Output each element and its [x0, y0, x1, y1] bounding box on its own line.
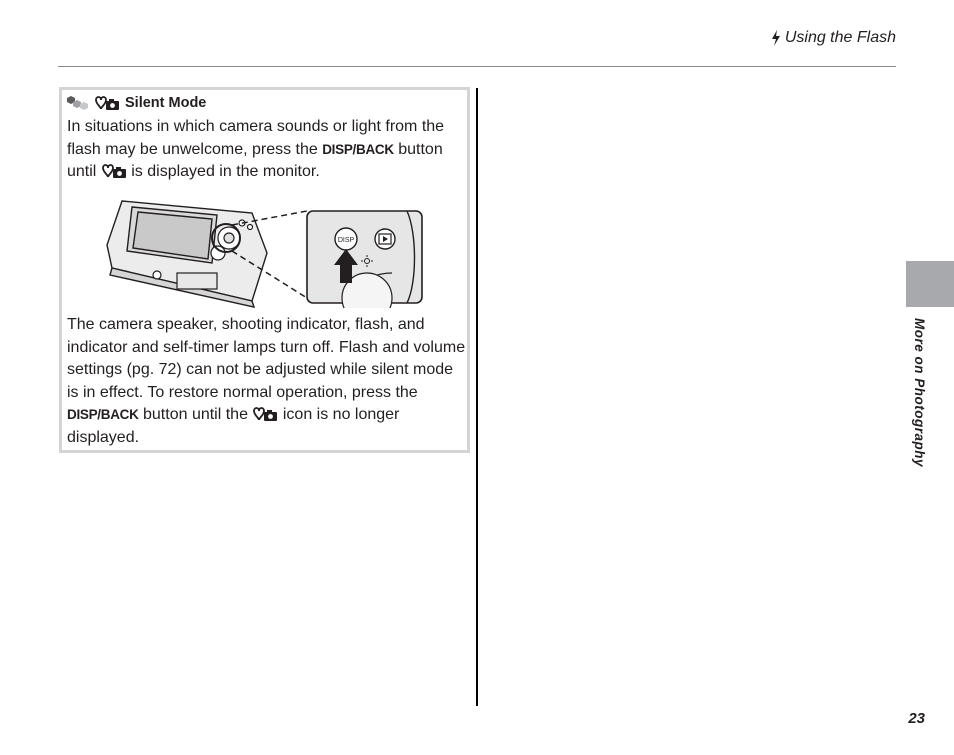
header-rule: [58, 66, 896, 67]
disp-button-label: DISP: [337, 237, 355, 244]
p2-text-a: The camera speaker, shooting indicator, flash, and indicator and self-timer lamps turn off. Flash and volume settings (pg. 72) can not be adjusted while silent mode is in effect. To restore normal operation, press the: [67, 316, 466, 401]
running-header: [771, 29, 896, 47]
zoom-panel: [307, 211, 422, 308]
section-tab: [906, 261, 954, 307]
camera-body: [107, 201, 267, 307]
column-divider: [476, 88, 478, 706]
silent-mode-icon: [101, 163, 127, 179]
caution-hexagons-icon: [67, 96, 89, 110]
disp-back-button-name: DISP/BACK: [322, 141, 394, 157]
silent-mode-icon: [94, 95, 120, 111]
note-paragraph-1: [67, 116, 459, 184]
section-label: More on Photography: [912, 318, 927, 467]
p1-text-c: is displayed in the monitor.: [126, 163, 320, 180]
silent-mode-note: [59, 87, 470, 453]
p2-text-c: icon is no longer displayed.: [67, 406, 400, 446]
note-title-text: Silent Mode: [125, 95, 207, 111]
camera-illustration: [102, 193, 427, 308]
page-number: 23: [908, 710, 925, 727]
note-title: [67, 95, 206, 111]
silent-mode-icon: [252, 406, 278, 422]
running-header-title: Using the Flash: [784, 29, 896, 46]
p1-text-b: button until: [67, 140, 443, 180]
flash-icon: [771, 30, 781, 46]
p1-text-a: In situations in which camera sounds or light from the flash may be unwelcome, press the: [67, 118, 445, 158]
disp-back-button-name: DISP/BACK: [67, 407, 139, 422]
p2-text-b: button until the: [138, 406, 253, 423]
note-paragraph-2: [67, 314, 467, 449]
